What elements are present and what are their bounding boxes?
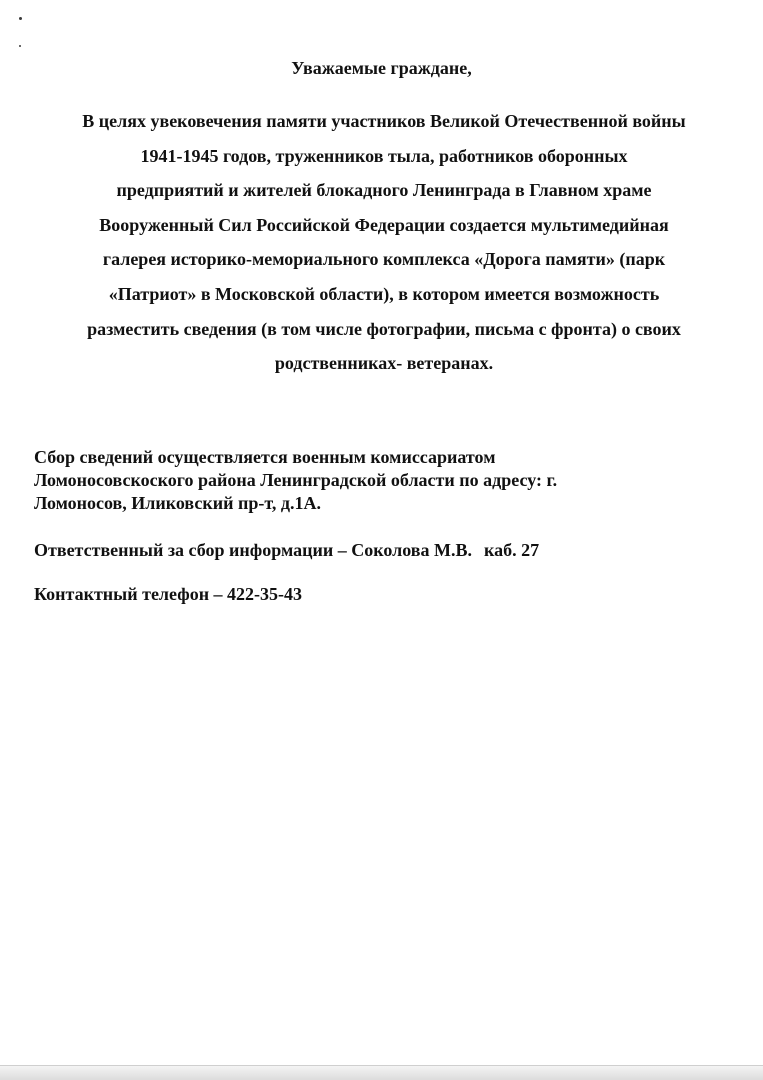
contact-phone: Контактный телефон – 422-35-43 (34, 584, 303, 604)
letter-greeting: Уважаемые граждане, (291, 58, 472, 78)
intro-line: В целях увековечения памяти участников Великой Отечественной войны (82, 111, 686, 131)
intro-paragraph (34, 104, 734, 381)
collection-line: Ломоносовскоского района Ленинградской области по адресу: г. (34, 470, 558, 490)
collection-paragraph (34, 446, 557, 515)
intro-line: «Патриот» в Московской области), в котором имеется возможность (108, 283, 660, 304)
intro-line: галерея историко-мемориального комплекса «Дорога памяти» (парк (102, 249, 666, 270)
intro-line: разместить сведения (в том числе фотографии, письма с фронта) о своих (87, 318, 681, 339)
intro-line: предприятий и жителей блокадного Ленинграда в Главном храме (116, 180, 652, 201)
scan-bottom-edge (0, 1065, 763, 1080)
office-number: каб. 27 (484, 540, 540, 560)
responsible-person (34, 540, 539, 561)
scan-speck (19, 17, 22, 20)
collection-line: Сбор сведений осуществляется военным комиссариатом (34, 447, 496, 467)
collection-line: Ломоносов, Иликовский пр-т, д.1А. (34, 493, 321, 513)
intro-line: Вооруженный Сил Российской Федерации создается мультимедийная (99, 214, 669, 235)
intro-line: 1941-1945 годов, труженников тыла, работников оборонных (140, 145, 628, 166)
responsible-text: Ответственный за сбор информации – Соколова М.В. (34, 540, 472, 560)
scan-speck (19, 45, 21, 47)
intro-line: родственниках- ветеранах. (274, 353, 494, 374)
